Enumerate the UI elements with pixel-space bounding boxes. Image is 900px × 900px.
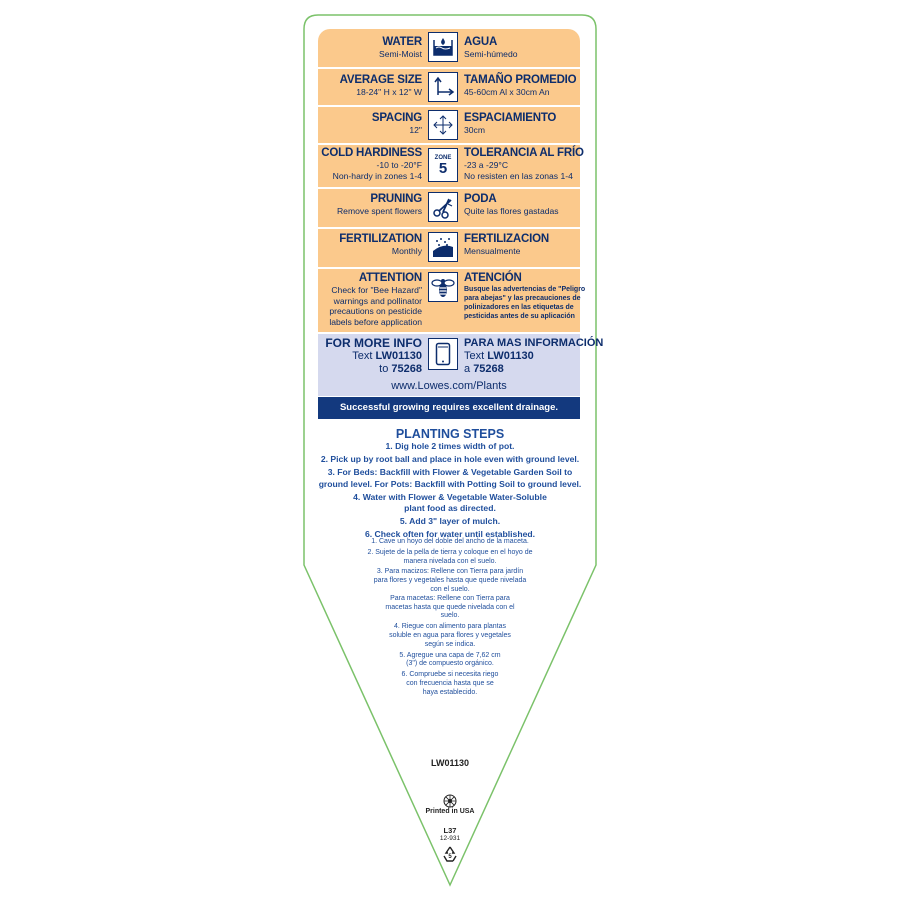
lot-code-line-1: L37	[443, 826, 457, 835]
attention-line-4: labels before application	[329, 316, 422, 327]
mas-info-title: PARA MAS INFORMACIÓN	[464, 337, 604, 349]
mas-info-text-prefix: Text	[464, 350, 488, 362]
spanish-step: manera nivelada con el suelo.	[403, 557, 497, 565]
lot-code	[400, 827, 500, 843]
planting-step: 1. Dig hole 2 times width of pot.	[385, 441, 515, 451]
planting-step: 3. For Beds: Backfill with Flower & Vegetable Garden Soil to	[327, 467, 573, 478]
planting-step: 5. Add 3" layer of mulch.	[399, 516, 501, 527]
tolerancia-value-temp: -23 a -29°C	[464, 160, 509, 170]
poda-title: PODA	[464, 193, 497, 205]
atencion-line-2: para abejas" y las precauciones de	[464, 295, 581, 302]
espaciamiento-title: ESPACIAMIENTO	[464, 112, 557, 124]
planting-step: 6. Check often for water until established.	[365, 529, 535, 540]
fertilization-value: Monthly	[391, 246, 422, 256]
spanish-step: 3. Para macizos: Rellene con Tierra para jardín	[376, 568, 524, 576]
water-title: WATER	[382, 36, 422, 48]
atencion-title: ATENCIÓN	[464, 272, 522, 284]
water-icon	[428, 32, 458, 62]
planting-step: 2. Pick up by root ball and place in hole even with ground level.	[320, 454, 580, 465]
mas-info-code: LW01130	[487, 350, 534, 362]
spanish-step: para flores y vegetales hasta que quede nivelada	[373, 577, 527, 585]
zone-badge	[428, 148, 458, 182]
spanish-step: 4. Riegue con alimento para plantas	[393, 623, 507, 631]
spanish-step: 1. Cave un hoyo del doble del ancho de la maceta.	[371, 538, 529, 545]
svg-text:5: 5	[448, 854, 452, 860]
website-link[interactable]: www.Lowes.com/Plants	[391, 380, 507, 392]
atencion-line-3: polinizadores en las etiquetas de	[464, 304, 574, 311]
more-info-text-prefix: Text	[352, 350, 376, 362]
spanish-step: 5. Agregue una capa de 7,62 cm	[399, 651, 501, 659]
bee-icon	[428, 272, 458, 302]
more-info-title: FOR MORE INFO	[325, 336, 422, 350]
sunburst-icon	[443, 794, 457, 808]
attention-line-1: Check for "Bee Hazard"	[331, 285, 422, 295]
spanish-step: soluble en agua para flores y vegetales	[389, 631, 511, 639]
zone-number: 5	[438, 159, 448, 177]
planting-step: ground level. For Pots: Backfill with Potting Soil to ground level.	[318, 478, 582, 489]
fertilizacion-value: Mensualmente	[464, 246, 521, 256]
tamano-title: TAMAÑO PROMEDIO	[464, 74, 577, 86]
size-title: AVERAGE SIZE	[339, 74, 422, 86]
spanish-step: (3") de compuesto orgánico.	[406, 660, 494, 668]
agua-title: AGUA	[464, 36, 498, 48]
more-info-to: to	[379, 363, 392, 375]
fertilizacion-title: FERTILIZACION	[464, 233, 549, 245]
poda-value: Quite las flores gastadas	[464, 206, 559, 216]
spacing-value: 12"	[409, 125, 422, 135]
pruning-title: PRUNING	[370, 193, 422, 205]
spanish-step: suelo.	[440, 612, 460, 620]
tolerancia-value-zones: No resisten en las zonas 1-4	[464, 170, 573, 181]
atencion-line-1: Busque las advertencias de "Peligro	[464, 286, 586, 293]
planting-steps	[310, 427, 590, 541]
planting-steps-spanish	[330, 538, 570, 698]
care-row-attention	[318, 269, 586, 332]
drainage-banner: Successful growing requires excellent drainage.	[318, 397, 580, 419]
spanish-step: macetas hasta que quede nivelada con el	[385, 603, 515, 611]
care-row-size	[318, 69, 580, 105]
printed-in-usa: Printed in USA	[425, 808, 475, 815]
size-arrows-icon	[428, 72, 458, 102]
more-info-panel	[318, 334, 604, 396]
spanish-step: haya establecido.	[422, 688, 478, 696]
phone-icon	[428, 338, 458, 370]
more-info-number: 75268	[391, 363, 422, 375]
attention-line-3: precautions on pesticide	[329, 306, 422, 316]
planting-step: 4. Water with Flower & Vegetable Water-Soluble	[353, 491, 547, 502]
size-value: 18-24" H x 12" W	[356, 87, 422, 97]
care-row-water	[318, 29, 580, 67]
spanish-step: 2. Sujete de la pella de tierra y coloque en el hoyo de	[367, 548, 533, 556]
planting-title: PLANTING STEPS	[395, 427, 505, 441]
recycle-icon	[441, 845, 459, 863]
spanish-step: según se indica.	[424, 640, 476, 648]
pruning-shears-icon	[428, 192, 458, 222]
lot-code-line-2: 12-931	[439, 835, 461, 842]
spacing-title: SPACING	[371, 112, 422, 124]
agua-value: Semi-húmedo	[464, 49, 518, 59]
zone-label: ZONE	[434, 154, 452, 161]
care-row-spacing	[318, 107, 580, 143]
tolerancia-title: TOLERANCIA AL FRÍO	[464, 147, 584, 159]
spanish-step: 6. Compruebe si necesita riego	[401, 671, 499, 679]
spacing-icon	[428, 110, 458, 140]
spanish-step: con frecuencia hasta que se	[406, 679, 494, 687]
fertilizer-icon	[428, 232, 458, 262]
atencion-line-4: pesticidas antes de su aplicación	[464, 313, 575, 320]
spanish-step: con el suelo.	[430, 585, 470, 593]
cold-value-temp: -10 to -20°F	[376, 160, 422, 170]
mas-info-to: a	[464, 363, 474, 375]
attention-title: ATTENTION	[358, 272, 422, 284]
water-value: Semi-Moist	[379, 49, 422, 59]
care-row-pruning	[318, 189, 580, 227]
care-row-fertilization	[318, 229, 580, 267]
product-code: LW01130	[430, 758, 470, 768]
attention-line-2: warnings and pollinator	[333, 295, 422, 306]
tamano-value: 45-60cm Al x 30cm An	[464, 87, 550, 97]
pruning-value: Remove spent flowers	[336, 206, 422, 216]
planting-step: plant food as directed.	[404, 503, 496, 514]
care-row-cold	[318, 145, 584, 187]
spanish-step: Para macetas: Rellene con Tierra para	[390, 594, 510, 602]
espaciamiento-value: 30cm	[464, 125, 486, 135]
mas-info-number: 75268	[473, 363, 504, 375]
cold-value-zones: Non-hardy in zones 1-4	[332, 170, 422, 181]
fertilization-title: FERTILIZATION	[339, 233, 422, 245]
cold-title: COLD HARDINESS	[321, 147, 422, 159]
more-info-code: LW01130	[375, 350, 422, 362]
